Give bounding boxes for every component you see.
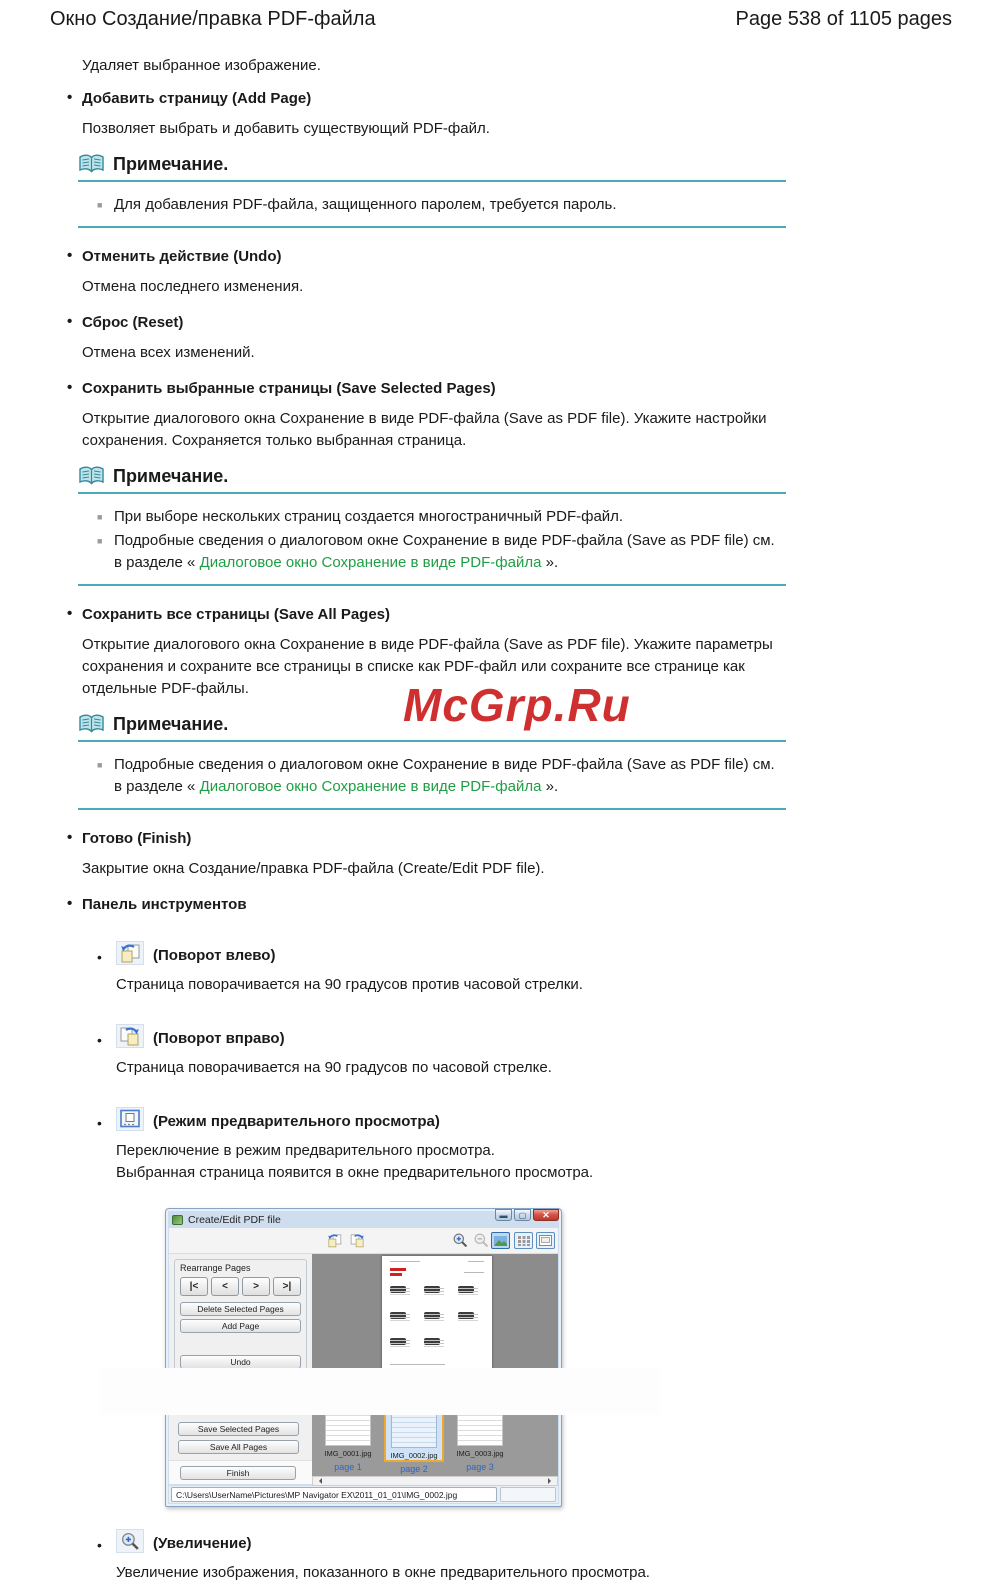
preview-mode-label: (Режим предварительного просмотра) [153, 1113, 440, 1130]
save-all-pages-button[interactable]: Save All Pages [178, 1440, 299, 1454]
finish-title: • Готово (Finish) [65, 830, 952, 847]
save-as-pdf-dialog-link[interactable]: Диалоговое окно Сохранение в виде PDF-файла [199, 554, 542, 571]
page-link[interactable]: page 3 [466, 1462, 494, 1472]
add-page-description: Позволяет выбрать и добавить существующий PDF-файл. [82, 120, 490, 137]
undo-description: Отмена последнего изменения. [82, 278, 304, 295]
finish-button[interactable]: Finish [180, 1466, 296, 1480]
zoom-in-icon [116, 1529, 144, 1553]
section-save-selected [50, 380, 952, 452]
book-icon [78, 466, 105, 487]
note-item-text: ». [541, 554, 559, 571]
section-add-page [50, 90, 952, 140]
rotate-left-icon [116, 941, 144, 965]
sub-bullet: • [97, 1032, 102, 1048]
note-item [96, 754, 786, 798]
watermark: McGrp.Ru [403, 679, 631, 731]
rotate-right-label: (Поворот вправо) [153, 1030, 285, 1047]
thumbnail-filename: IMG_0001.jpg [324, 1449, 372, 1458]
close-button[interactable]: ✕ [533, 1209, 559, 1221]
reset-description: Отмена всех изменений. [82, 344, 255, 361]
rearrange-pages-label: Rearrange Pages [180, 1263, 251, 1273]
section-reset [50, 314, 952, 364]
page-header [0, 0, 1000, 31]
undo-title: • Отменить действие (Undo) [65, 248, 952, 265]
book-icon [78, 714, 105, 735]
rotate-right-description: Страница поворачивается на 90 градусов по часовой стрелке. [116, 1059, 552, 1076]
tool-rotate-left [97, 941, 952, 996]
tool-rotate-right [97, 1024, 952, 1079]
sub-bullet: • [97, 1115, 102, 1131]
sub-bullet: • [97, 949, 102, 965]
note-heading-text: Примечание. [113, 714, 229, 734]
create-edit-pdf-dialog [165, 1208, 562, 1507]
horizontal-scrollbar[interactable] [312, 1476, 558, 1486]
note-item: ■ Для добавления PDF-файла, защищенного паролем, требуется пароль. [96, 194, 786, 216]
section-toolbar [50, 896, 952, 913]
page-link[interactable]: page 2 [400, 1464, 428, 1474]
rotate-right-icon [116, 1024, 144, 1048]
rotate-left-label: (Поворот влево) [153, 947, 276, 964]
save-as-pdf-dialog-link[interactable]: Диалоговое окно Сохранение в виде PDF-файла [199, 778, 542, 795]
add-page-button[interactable]: Add Page [180, 1319, 301, 1333]
note-item-text: Подробные сведения о диалоговом окне Сохранение в виде PDF-файла (Save as PDF file) см. в разделе « [114, 532, 775, 571]
preview-area [312, 1254, 558, 1384]
preview-mode-description-2: Выбранная страница появится в окне предварительного просмотра. [116, 1164, 594, 1181]
note-item-text: ». [541, 778, 559, 795]
delete-selected-pages-button[interactable]: Delete Selected Pages [180, 1302, 301, 1316]
save-selected-title: • Сохранить выбранные страницы (Save Selected Pages) [65, 380, 952, 397]
image-view-button[interactable] [491, 1232, 510, 1249]
dialog-status-bar [169, 1486, 558, 1503]
last-page-button[interactable]: >| [273, 1277, 301, 1296]
section-undo [50, 248, 952, 298]
rotate-right-toolbar-icon[interactable] [349, 1232, 366, 1249]
file-path: C:\Users\UserName\Pictures\MP Navigator EX\2011_01_01\IMG_0002.jpg [171, 1487, 497, 1502]
rearrange-pages-group [174, 1259, 307, 1379]
save-all-title: • Сохранить все страницы (Save All Pages) [65, 606, 952, 623]
add-page-title: • Добавить страницу (Add Page) [65, 90, 952, 107]
zoom-in-description: Увеличение изображения, показанного в окне предварительного просмотра. [116, 1564, 650, 1581]
rotate-left-description: Страница поворачивается на 90 градусов против часовой стрелки. [116, 976, 583, 993]
note-heading-text: Примечание. [113, 466, 229, 486]
previous-page-button[interactable]: < [211, 1277, 239, 1296]
footer-band [100, 1368, 660, 1415]
undo-button[interactable]: Undo [180, 1355, 301, 1369]
scroll-left-arrow[interactable] [316, 1478, 322, 1484]
tool-zoom-in [97, 1529, 952, 1584]
preview-mode-description-1: Переключение в режим предварительного просмотра. [116, 1142, 495, 1159]
toolbar-title: • Панель инструментов [65, 896, 952, 913]
zoom-in-toolbar-icon[interactable] [452, 1232, 469, 1249]
save-selected-pages-button[interactable]: Save Selected Pages [178, 1422, 299, 1436]
save-selected-description: Открытие диалогового окна Сохранение в виде PDF-файла (Save as PDF file). Укажите настройки сохранения. Сохраняется только выбранная страница. [82, 410, 767, 449]
note-item [96, 530, 786, 574]
rotate-left-toolbar-icon[interactable] [326, 1232, 343, 1249]
next-page-button[interactable]: > [242, 1277, 270, 1296]
book-icon [78, 154, 105, 175]
preview-page [382, 1256, 492, 1382]
preview-mode-icon [116, 1107, 144, 1131]
tool-preview-mode [97, 1107, 952, 1184]
maximize-button[interactable]: ▢ [514, 1209, 531, 1221]
scroll-right-arrow[interactable] [548, 1478, 554, 1484]
reset-title: • Сброс (Reset) [65, 314, 952, 331]
dialog-toolbar [169, 1228, 558, 1254]
save-all-description: Открытие диалогового окна Сохранение в виде PDF-файла (Save as PDF file). Укажите параметры сохранения и сохраните все страницы в списке как PDF-файл или сохраните все странице как отдельные PDF-файлы. [82, 636, 773, 697]
note-box-2 [78, 466, 786, 586]
page-title: Окно Создание/правка PDF-файла [50, 8, 376, 30]
dialog-title: Create/Edit PDF file [188, 1213, 281, 1226]
thumbnail-filename: IMG_0002.jpg [390, 1451, 438, 1460]
note-heading-text: Примечание. [113, 154, 229, 174]
zoom-out-toolbar-icon[interactable] [473, 1232, 490, 1249]
preview-view-button[interactable] [536, 1232, 555, 1249]
note-item-text: Подробные сведения о диалоговом окне Сохранение в виде PDF-файла (Save as PDF file) см. в разделе « [114, 756, 775, 795]
note-item: ■ При выборе нескольких страниц создается многостраничный PDF-файл. [96, 506, 786, 528]
status-pane [500, 1487, 556, 1502]
note-heading [78, 466, 786, 492]
note-heading [78, 154, 786, 180]
section-finish [50, 830, 952, 880]
note-box-1 [78, 154, 786, 228]
minimize-button[interactable]: ▬ [495, 1209, 512, 1221]
finish-bar [169, 1460, 312, 1484]
thumbnail-view-button[interactable] [514, 1232, 533, 1249]
zoom-in-label: (Увеличение) [153, 1535, 252, 1552]
delete-image-description: Удаляет выбранное изображение. [82, 57, 321, 74]
first-page-button[interactable]: |< [180, 1277, 208, 1296]
thumbnail-filename: IMG_0003.jpg [456, 1449, 504, 1458]
app-icon [172, 1215, 183, 1225]
page-link[interactable]: page 1 [334, 1462, 362, 1472]
page-number: Page 538 of 1105 pages [735, 8, 952, 30]
sub-bullet: • [97, 1537, 102, 1553]
finish-description: Закрытие окна Создание/правка PDF-файла (Create/Edit PDF file). [82, 860, 545, 877]
